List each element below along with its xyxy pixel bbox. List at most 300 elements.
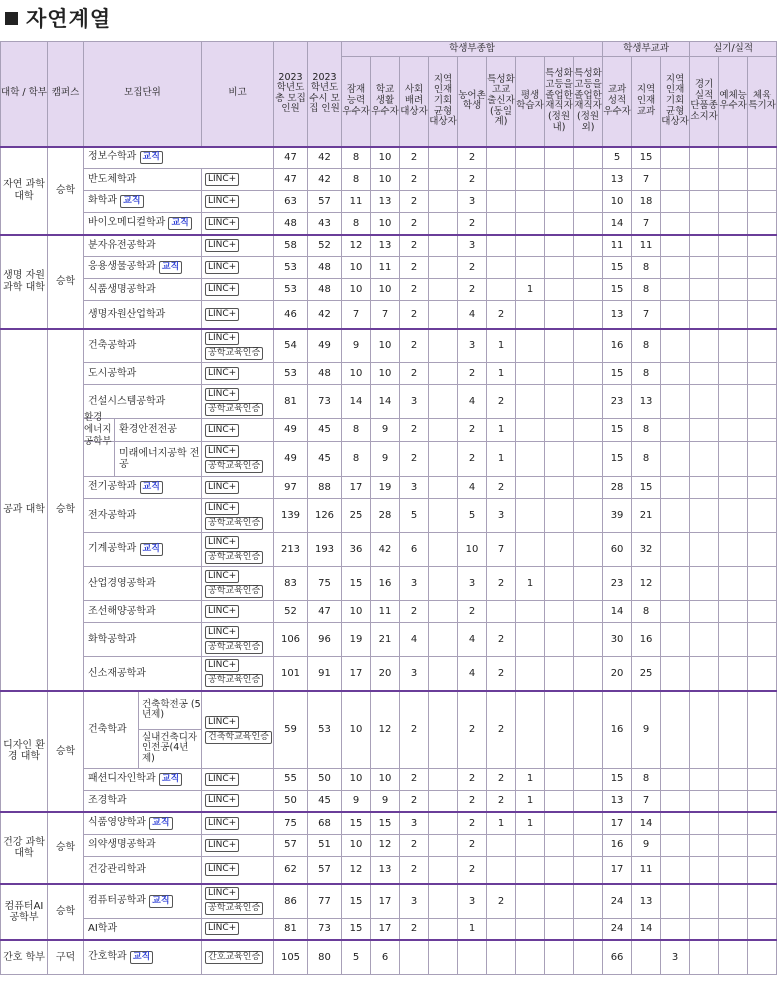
note-cell: [202, 329, 274, 363]
note-cell: [202, 419, 274, 442]
value-cell: 48: [308, 279, 342, 301]
value-cell: [719, 567, 748, 601]
value-cell: 3: [400, 812, 429, 834]
value-cell: 51: [308, 834, 342, 856]
value-cell: [690, 213, 719, 235]
linc-tag: LINC+: [205, 922, 239, 935]
value-cell: 2: [458, 279, 487, 301]
linc-tag: LINC+: [205, 283, 239, 296]
unit-label: 미래에너지공학 전공: [119, 447, 200, 470]
value-cell: [429, 169, 458, 191]
value-cell: [487, 834, 516, 856]
value-cell: 2: [458, 169, 487, 191]
value-cell: [748, 477, 777, 499]
value-cell: 8: [632, 279, 661, 301]
header-col: 예체능 우수자: [719, 57, 748, 147]
value-cell: 47: [308, 601, 342, 623]
value-cell: [719, 442, 748, 477]
value-cell: [748, 768, 777, 790]
linc-tag: LINC+: [205, 388, 239, 401]
value-cell: 2: [400, 768, 429, 790]
value-cell: [690, 834, 719, 856]
unit-cell: 반도체학과: [84, 169, 202, 191]
value-cell: 91: [308, 657, 342, 691]
value-cell: [487, 213, 516, 235]
value-cell: [429, 940, 458, 974]
value-cell: 47: [274, 169, 308, 191]
value-cell: [429, 191, 458, 213]
value-cell: [719, 477, 748, 499]
value-cell: [748, 812, 777, 834]
value-cell: 66: [603, 940, 632, 974]
header-col: 지역 인재 기회 균형 대상자: [429, 57, 458, 147]
value-cell: 97: [274, 477, 308, 499]
value-cell: 2: [458, 790, 487, 812]
value-cell: 7: [632, 790, 661, 812]
value-cell: 2: [458, 834, 487, 856]
note-cell: [202, 834, 274, 856]
value-cell: [545, 169, 574, 191]
note-cell: [202, 812, 274, 834]
value-cell: [719, 235, 748, 257]
value-cell: [429, 235, 458, 257]
value-cell: [690, 235, 719, 257]
value-cell: [661, 363, 690, 385]
value-cell: 17: [603, 856, 632, 884]
value-cell: 106: [274, 623, 308, 657]
value-cell: 7: [632, 301, 661, 329]
value-cell: 58: [274, 235, 308, 257]
value-cell: 63: [274, 191, 308, 213]
value-cell: 139: [274, 499, 308, 533]
value-cell: [748, 834, 777, 856]
value-cell: 2: [400, 235, 429, 257]
value-cell: [661, 657, 690, 691]
value-cell: [574, 235, 603, 257]
value-cell: 3: [458, 235, 487, 257]
note-cell: [202, 442, 274, 477]
value-cell: 45: [308, 442, 342, 477]
value-cell: 2: [487, 790, 516, 812]
unit-cell: 산업경영공학과: [84, 567, 202, 601]
header-col: 평생 학습자: [516, 57, 545, 147]
value-cell: 1: [487, 442, 516, 477]
value-cell: [690, 385, 719, 419]
header-note: 비고: [202, 42, 274, 147]
value-cell: 2: [458, 768, 487, 790]
title-square-icon: [5, 12, 18, 25]
value-cell: 2: [458, 213, 487, 235]
value-cell: [748, 691, 777, 769]
value-cell: 10: [342, 691, 371, 769]
value-cell: [487, 856, 516, 884]
value-cell: [719, 533, 748, 567]
value-cell: 24: [603, 918, 632, 940]
value-cell: [545, 812, 574, 834]
linc-tag: LINC+: [205, 659, 239, 672]
value-cell: 14: [342, 385, 371, 419]
unit-cell: 분자유전공학과: [84, 235, 202, 257]
value-cell: [516, 169, 545, 191]
header-col: 학교 생활 우수자: [371, 57, 400, 147]
value-cell: 53: [274, 257, 308, 279]
value-cell: 52: [308, 235, 342, 257]
value-cell: [690, 918, 719, 940]
value-cell: 15: [342, 884, 371, 918]
value-cell: [661, 169, 690, 191]
value-cell: [719, 601, 748, 623]
unit-cell: 건강관리학과: [84, 856, 202, 884]
college-cell: 자연 과학 대학: [1, 147, 48, 235]
value-cell: 42: [308, 301, 342, 329]
value-cell: 1: [487, 812, 516, 834]
value-cell: 50: [308, 768, 342, 790]
value-cell: [487, 169, 516, 191]
value-cell: [719, 191, 748, 213]
value-cell: 10: [371, 279, 400, 301]
linc-tag: LINC+: [205, 481, 239, 494]
value-cell: [574, 812, 603, 834]
gonghak-tag: 공학교육인증: [205, 347, 263, 360]
value-cell: 101: [274, 657, 308, 691]
value-cell: [748, 235, 777, 257]
value-cell: [748, 442, 777, 477]
unit-cell: [84, 442, 202, 477]
header-col: 교과 성적 우수자: [603, 57, 632, 147]
gonghak-tag: 공학교육인증: [205, 674, 263, 687]
value-cell: 2: [487, 768, 516, 790]
linc-tag: LINC+: [205, 367, 239, 380]
value-cell: [690, 329, 719, 363]
value-cell: 2: [487, 385, 516, 419]
value-cell: [574, 363, 603, 385]
value-cell: 1: [516, 812, 545, 834]
value-cell: [574, 442, 603, 477]
header-col: 특성화 고등을 졸업한 재직자 (정원외): [574, 57, 603, 147]
value-cell: [545, 213, 574, 235]
unit-cell: 간호학과 교직: [84, 940, 202, 974]
header-unit: 모집단위: [84, 42, 202, 147]
value-cell: 2: [487, 623, 516, 657]
value-cell: [690, 657, 719, 691]
unit-cell: AI학과: [84, 918, 202, 940]
gyojik-tag: 교직: [140, 481, 163, 494]
value-cell: [719, 790, 748, 812]
value-cell: 10: [342, 768, 371, 790]
value-cell: 42: [308, 147, 342, 169]
value-cell: 28: [603, 477, 632, 499]
value-cell: 57: [308, 856, 342, 884]
value-cell: 81: [274, 385, 308, 419]
unit-cell: 조경학과: [84, 790, 202, 812]
value-cell: 12: [632, 567, 661, 601]
value-cell: 15: [603, 419, 632, 442]
value-cell: [574, 533, 603, 567]
value-cell: [429, 419, 458, 442]
value-cell: [545, 363, 574, 385]
value-cell: [719, 385, 748, 419]
value-cell: [516, 499, 545, 533]
value-cell: 13: [632, 884, 661, 918]
value-cell: 10: [342, 279, 371, 301]
note-cell: [202, 533, 274, 567]
value-cell: [429, 601, 458, 623]
value-cell: [719, 691, 748, 769]
value-cell: 12: [342, 235, 371, 257]
value-cell: 50: [274, 790, 308, 812]
value-cell: 2: [400, 419, 429, 442]
note-cell: [202, 691, 274, 769]
value-cell: [574, 385, 603, 419]
value-cell: [487, 918, 516, 940]
value-cell: [748, 191, 777, 213]
value-cell: 8: [632, 257, 661, 279]
value-cell: [748, 257, 777, 279]
value-cell: [487, 191, 516, 213]
value-cell: 2: [400, 191, 429, 213]
value-cell: [690, 477, 719, 499]
page-title: 자연계열: [5, 4, 111, 32]
value-cell: 24: [603, 884, 632, 918]
value-cell: [661, 567, 690, 601]
value-cell: [429, 279, 458, 301]
value-cell: [719, 213, 748, 235]
value-cell: 3: [400, 567, 429, 601]
college-cell: 디자인 환경 대학: [1, 691, 48, 813]
value-cell: 8: [632, 768, 661, 790]
value-cell: [719, 301, 748, 329]
linc-tag: LINC+: [205, 570, 239, 583]
value-cell: [748, 301, 777, 329]
value-cell: [545, 834, 574, 856]
linc-tag: LINC+: [205, 173, 239, 186]
value-cell: 4: [458, 657, 487, 691]
value-cell: [516, 691, 545, 769]
unit-cell: 화학공학과: [84, 623, 202, 657]
value-cell: [429, 363, 458, 385]
value-cell: 2: [458, 363, 487, 385]
value-cell: 11: [371, 257, 400, 279]
value-cell: 9: [371, 790, 400, 812]
value-cell: [690, 169, 719, 191]
value-cell: [690, 691, 719, 769]
value-cell: 17: [371, 884, 400, 918]
value-cell: 9: [632, 834, 661, 856]
admission-table: [0, 41, 777, 975]
value-cell: [748, 169, 777, 191]
value-cell: [719, 856, 748, 884]
value-cell: [545, 477, 574, 499]
college-cell: 공과 대학: [1, 329, 48, 691]
value-cell: 4: [458, 477, 487, 499]
value-cell: [748, 790, 777, 812]
value-cell: 28: [371, 499, 400, 533]
value-cell: 16: [603, 834, 632, 856]
value-cell: 14: [371, 385, 400, 419]
value-cell: [661, 213, 690, 235]
campus-cell: 승학: [48, 147, 84, 235]
value-cell: [487, 601, 516, 623]
value-cell: [690, 533, 719, 567]
value-cell: 9: [371, 442, 400, 477]
value-cell: [545, 499, 574, 533]
value-cell: 15: [603, 279, 632, 301]
value-cell: 86: [274, 884, 308, 918]
value-cell: [719, 279, 748, 301]
value-cell: 19: [371, 477, 400, 499]
value-cell: [661, 385, 690, 419]
value-cell: [429, 329, 458, 363]
value-cell: 2: [400, 279, 429, 301]
value-cell: [429, 567, 458, 601]
value-cell: [719, 834, 748, 856]
value-cell: 18: [632, 191, 661, 213]
value-cell: [429, 856, 458, 884]
value-cell: 14: [603, 213, 632, 235]
value-cell: 53: [308, 691, 342, 769]
value-cell: 15: [603, 257, 632, 279]
linc-tag: LINC+: [205, 887, 239, 900]
value-cell: 105: [274, 940, 308, 974]
value-cell: [516, 601, 545, 623]
value-cell: [661, 533, 690, 567]
value-cell: [661, 301, 690, 329]
value-cell: 193: [308, 533, 342, 567]
value-cell: 3: [458, 329, 487, 363]
value-cell: [545, 657, 574, 691]
header-col: 특성화 고등을 졸업한 재직자 (정원내): [545, 57, 574, 147]
value-cell: 4: [400, 623, 429, 657]
value-cell: 2: [400, 442, 429, 477]
unit-cell: 건설시스템공학과: [84, 385, 202, 419]
value-cell: [748, 567, 777, 601]
value-cell: 12: [371, 691, 400, 769]
value-cell: [429, 768, 458, 790]
note-cell: [202, 623, 274, 657]
value-cell: 11: [342, 191, 371, 213]
header-campus: 캠퍼스: [48, 42, 84, 147]
gyojik-tag: 교직: [168, 217, 191, 230]
value-cell: 2: [458, 812, 487, 834]
unit-cell: [84, 412, 202, 447]
value-cell: 3: [458, 191, 487, 213]
linc-tag: LINC+: [205, 839, 239, 852]
value-cell: [429, 301, 458, 329]
value-cell: 57: [274, 834, 308, 856]
value-cell: [574, 499, 603, 533]
value-cell: [429, 213, 458, 235]
value-cell: [545, 147, 574, 169]
value-cell: 15: [603, 442, 632, 477]
value-cell: [748, 601, 777, 623]
value-cell: 17: [342, 657, 371, 691]
value-cell: 13: [603, 790, 632, 812]
value-cell: 10: [342, 834, 371, 856]
college-cell: 생명 자원 과학 대학: [1, 235, 48, 329]
value-cell: 30: [603, 623, 632, 657]
value-cell: [690, 623, 719, 657]
value-cell: [748, 279, 777, 301]
value-cell: [748, 533, 777, 567]
value-cell: 13: [371, 235, 400, 257]
value-cell: [545, 918, 574, 940]
note-cell: [202, 235, 274, 257]
value-cell: [516, 235, 545, 257]
value-cell: 57: [308, 191, 342, 213]
value-cell: 15: [632, 147, 661, 169]
gonghak-tag: 공학교육인증: [205, 585, 263, 598]
value-cell: [574, 834, 603, 856]
value-cell: [661, 812, 690, 834]
value-cell: [429, 385, 458, 419]
value-cell: [545, 623, 574, 657]
value-cell: 10: [342, 601, 371, 623]
value-cell: [719, 884, 748, 918]
value-cell: [545, 790, 574, 812]
value-cell: [429, 790, 458, 812]
value-cell: 59: [274, 691, 308, 769]
value-cell: [545, 235, 574, 257]
value-cell: 12: [342, 856, 371, 884]
value-cell: [719, 768, 748, 790]
value-cell: [690, 147, 719, 169]
linc-tag: LINC+: [205, 445, 239, 458]
value-cell: 2: [458, 442, 487, 477]
value-cell: 1: [516, 567, 545, 601]
note-cell: [202, 499, 274, 533]
value-cell: 1: [516, 768, 545, 790]
value-cell: 32: [632, 533, 661, 567]
value-cell: 16: [603, 691, 632, 769]
value-cell: 23: [603, 385, 632, 419]
value-cell: 10: [342, 257, 371, 279]
value-cell: [545, 567, 574, 601]
value-cell: 2: [458, 601, 487, 623]
value-cell: [545, 257, 574, 279]
unit-cell: 조선해양공학과: [84, 601, 202, 623]
gonghak-tag: 공학교육인증: [205, 902, 263, 915]
value-cell: 8: [342, 147, 371, 169]
value-cell: [748, 213, 777, 235]
header-col: 잠재 능력 우수자: [342, 57, 371, 147]
value-cell: 17: [371, 918, 400, 940]
value-cell: 11: [371, 601, 400, 623]
campus-cell: 승학: [48, 691, 84, 813]
value-cell: 16: [603, 329, 632, 363]
gonghak-tag: 공학교육인증: [205, 517, 263, 530]
value-cell: 36: [342, 533, 371, 567]
note-cell: [202, 213, 274, 235]
value-cell: 2: [487, 691, 516, 769]
value-cell: [574, 856, 603, 884]
value-cell: [516, 442, 545, 477]
value-cell: 8: [632, 329, 661, 363]
unit-label: 실내건축디자인전공(4년제): [142, 731, 198, 765]
gyojik-tag: 교직: [149, 817, 172, 830]
value-cell: 2: [400, 918, 429, 940]
note-cell: [202, 385, 274, 419]
value-cell: 2: [458, 691, 487, 769]
value-cell: 20: [371, 657, 400, 691]
value-cell: 2: [400, 257, 429, 279]
value-cell: 77: [308, 884, 342, 918]
value-cell: [690, 257, 719, 279]
value-cell: 7: [632, 213, 661, 235]
note-cell: [202, 856, 274, 884]
value-cell: [661, 191, 690, 213]
value-cell: 10: [371, 329, 400, 363]
value-cell: [429, 691, 458, 769]
